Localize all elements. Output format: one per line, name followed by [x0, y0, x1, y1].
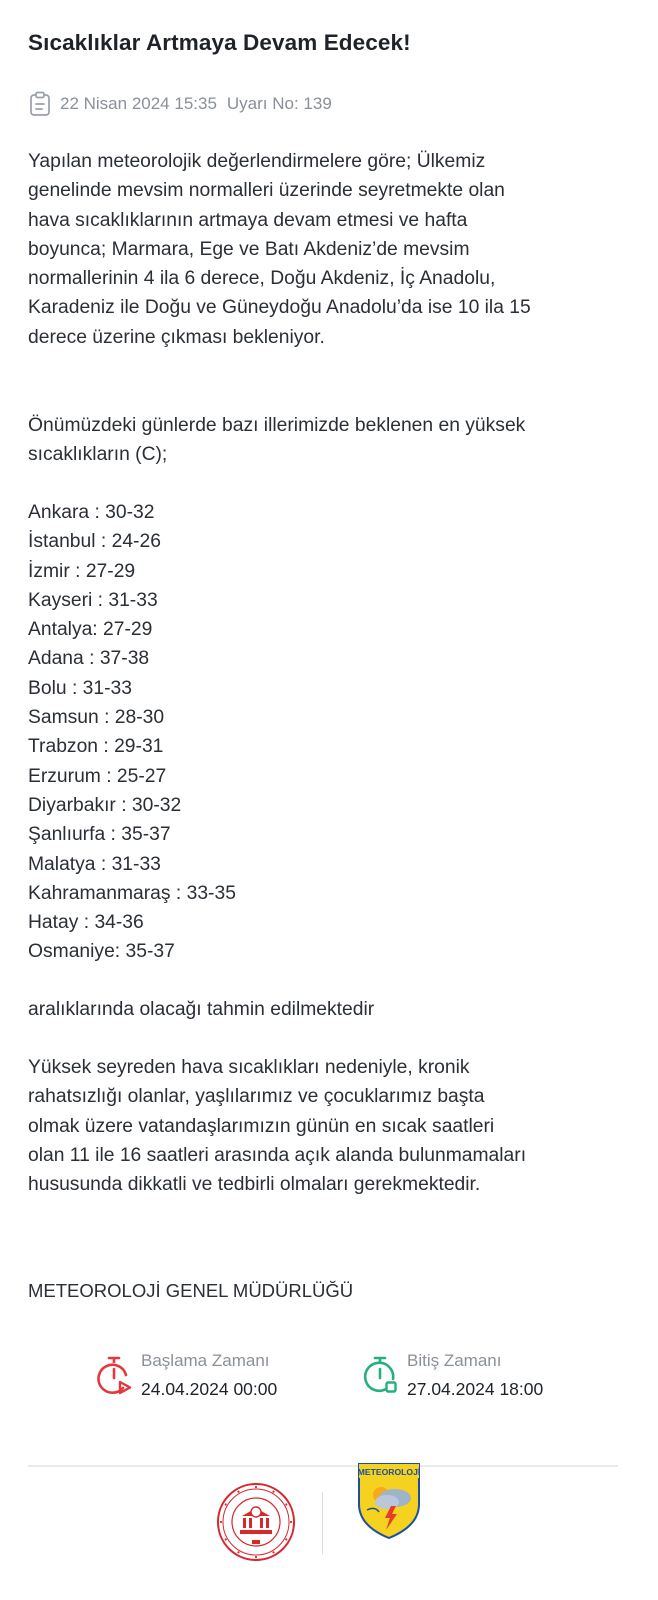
- stopwatch-stop-icon: [362, 1355, 398, 1397]
- city-temperature-item: İzmir : 27-29: [28, 560, 136, 582]
- city-temperature-item: Erzurum : 25-27: [28, 765, 167, 787]
- intro-line: genelinde mevsim normalleri üzerinde seyretmekte olan: [28, 180, 505, 202]
- logo-separator: [322, 1492, 323, 1554]
- city-temperature-item: İstanbul : 24-26: [28, 531, 161, 553]
- city-temperature-item: Bolu : 31-33: [28, 677, 132, 699]
- intro-line: derece üzerine çıkması bekleniyor.: [28, 326, 325, 348]
- city-temperature-item: Kahramanmaraş : 33-35: [28, 882, 236, 904]
- end-time-block: [362, 1349, 543, 1404]
- forecast-closing-text: [28, 995, 638, 1024]
- advice-line: olmak üzere vatandaşlarımızın günün en sıcak saatleri: [28, 1115, 495, 1137]
- end-time-label: Bitiş Zamanı: [407, 1351, 502, 1370]
- intro-line: Karadeniz ile Doğu ve Güneydoğu Anadolu’da ise 10 ila 15: [28, 297, 531, 319]
- forecast-intro-line: Önümüzdeki günlerde bazı illerimizde beklenen en yüksek: [28, 415, 526, 436]
- validity-period: [0, 1349, 658, 1409]
- forecast-intro-paragraph: [28, 411, 638, 470]
- intro-line: normallerinin 4 ila 6 derece, Doğu Akdeniz, İç Anadolu,: [28, 268, 496, 290]
- ministry-seal-logo: [216, 1482, 296, 1562]
- footer-logos: [0, 1462, 658, 1600]
- city-temperature-item: Adana : 37-38: [28, 648, 150, 670]
- intro-paragraph: [28, 147, 638, 352]
- meteoroloji-shield-logo: [357, 1462, 421, 1540]
- city-temperature-item: Hatay : 34-36: [28, 912, 144, 934]
- city-temperature-item: Antalya: 27-29: [28, 619, 153, 641]
- city-temperature-item: Samsun : 28-30: [28, 707, 165, 729]
- city-temperature-item: Kayseri : 31-33: [28, 589, 158, 611]
- signature-line: METEOROLOJİ GENEL MÜDÜRLÜĞÜ: [28, 1280, 354, 1301]
- city-temperature-item: Osmaniye: 35-37: [28, 941, 175, 963]
- logo-text: METEOROLOJİ: [357, 1467, 421, 1477]
- city-temperature-item: Trabzon : 29-31: [28, 736, 164, 758]
- warning-meta: [28, 91, 332, 117]
- clipboard-icon: [28, 91, 52, 117]
- forecast-intro-line: sıcaklıkların (C);: [28, 444, 168, 466]
- warning-date: 22 Nisan 2024 15:35: [60, 94, 217, 113]
- advice-line: rahatsızlığı olanlar, yaşlılarımız ve çocuklarımız başta: [28, 1086, 485, 1108]
- advice-line: olan 11 ile 16 saatleri arasında açık alanda bulunmamaları: [28, 1144, 527, 1166]
- warning-number: Uyarı No: 139: [226, 94, 332, 113]
- intro-line: hava sıcaklıklarının artmaya devam etmesi ve hafta: [28, 209, 468, 231]
- end-time-value: 27.04.2024 18:00: [407, 1379, 544, 1399]
- advice-paragraph: [28, 1053, 638, 1199]
- start-time-value: 24.04.2024 00:00: [141, 1379, 278, 1399]
- city-temperature-item: Diyarbakır : 30-32: [28, 794, 182, 816]
- city-temperature-item: Şanlıurfa : 35-37: [28, 824, 171, 846]
- city-temperature-item: Malatya : 31-33: [28, 853, 161, 875]
- intro-line: boyunca; Marmara, Ege ve Batı Akdeniz’de mevsim: [28, 238, 470, 260]
- issuer-signature: [28, 1276, 638, 1305]
- start-time-label: Başlama Zamanı: [141, 1351, 270, 1370]
- advice-line: Yüksek seyreden hava sıcaklıkları nedeniyle, kronik: [28, 1057, 470, 1078]
- forecast-closing-line: aralıklarında olacağı tahmin edilmektedir: [28, 999, 375, 1020]
- page-title: Sıcaklıklar Artmaya Devam Edecek!: [28, 30, 411, 55]
- city-temperature-item: Ankara : 30-32: [28, 502, 155, 523]
- start-time-block: [96, 1349, 277, 1404]
- intro-line: Yapılan meteorolojik değerlendirmelere göre; Ülkemiz: [28, 151, 486, 172]
- stopwatch-play-icon: [96, 1355, 132, 1397]
- advice-line: hususunda dikkatli ve tedbirli olmaları gerekmektedir.: [28, 1174, 481, 1196]
- city-temperature-list: [28, 498, 638, 967]
